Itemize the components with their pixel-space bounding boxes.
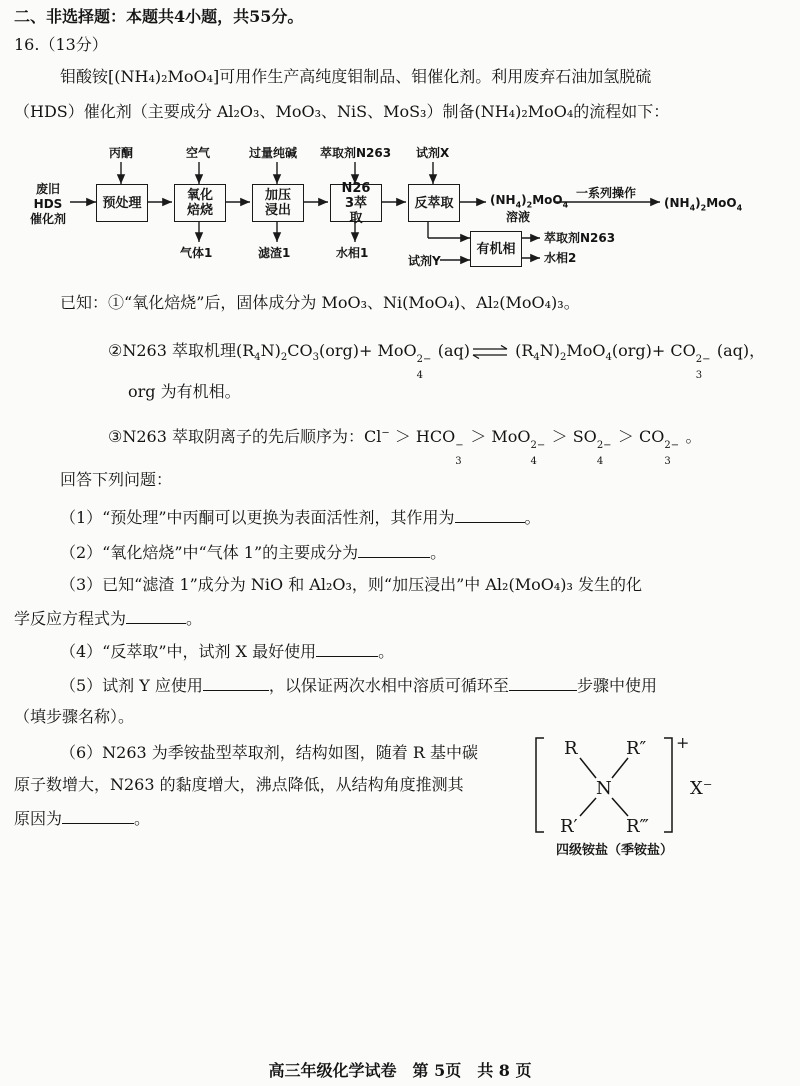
input-waste-catalyst (28, 182, 68, 227)
question-5-text-c: 步骤中使用 (576, 676, 657, 695)
question-5-line-2: （填步骤名称）。 (14, 707, 135, 726)
output-aqueous-2: 水相2 (544, 251, 577, 265)
reagent-n263: 萃取剂N263 (320, 146, 392, 160)
step-pressure-leaching-label: 加压浸出 (264, 188, 291, 218)
question-6-line-1: （6）N263 为季铵盐型萃取剂，结构如图，随着 R 基中碳 (60, 743, 479, 762)
question-5-text-a: （5）试剂 Y 应使用 (60, 676, 203, 695)
output-extractant: 萃取剂N263 (544, 231, 616, 245)
answer-blank-4[interactable] (316, 639, 378, 657)
known-item-3: ③N263 萃取阴离子的先后顺序为：Cl− ＞ HCO − 3 ＞ MoO 2− 4 ＞ SO 2− 4 ＞ CO 2− 3 。 (108, 427, 702, 467)
question-2: （2）“氧化焙烧”中“气体 1”的主要成分为 。 (60, 540, 446, 564)
intro-line-1: 钼酸铵[(NH₄)₂MoO₄]可用作生产高纯度钼制品、钼催化剂。利用废弃石油加氢脱硫 (60, 67, 652, 86)
known-item-1 (60, 292, 580, 314)
nitrogen-atom: N (596, 778, 612, 799)
question-4-text: （4）“反萃取”中，试剂 X 最好使用 (60, 642, 317, 661)
known-label: 已知： (60, 293, 109, 312)
answer-blank-5a[interactable] (203, 673, 269, 691)
input-line-2: HDS (33, 197, 63, 211)
step-pretreatment: 预处理 (96, 184, 148, 222)
reagent-soda-ash: 过量纯碱 (249, 146, 298, 160)
question-3-line-2: 学反应方程式为 。 (14, 606, 202, 630)
r-group-2: R″ (626, 738, 647, 759)
step-oxidative-roasting (174, 184, 226, 222)
final-product: $(NH_4)_2MoO_4$ (664, 196, 743, 213)
question-1-text: （1）“预处理”中丙酮可以更换为表面活性剂，其作用为 (60, 508, 455, 527)
question-5-text-b: ，以保证两次水相中溶质可循环至 (268, 676, 509, 695)
step-n263-extraction (330, 180, 382, 226)
equilibrium-arrow (470, 345, 510, 359)
answer-blank-3[interactable] (126, 606, 186, 624)
step-pressure-leaching (252, 184, 304, 222)
counter-anion: X⁻ (690, 778, 713, 799)
r-group-1: R (564, 738, 578, 759)
positive-charge: + (676, 733, 690, 752)
section-title: 二、非选择题：本题共4小题，共55分。 (14, 7, 304, 26)
question-3-line-1: （3）已知“滤渣 1”成分为 NiO 和 Al₂O₃，则“加压浸出”中 Al₂(MoO₄)₃ 发生的化 (60, 575, 642, 594)
step-n263-extraction-label: N263萃取 (341, 180, 371, 226)
question-number: 16.（13分） (14, 35, 108, 54)
reagent-y: 试剂Y (408, 254, 441, 268)
box-organic-phase: 有机相 (470, 231, 522, 267)
known-item-2: ②N263 萃取机理$(R_4N)_2CO_3(org)+$ MoO 2− 4 (aq) $(R_4N)_2MoO_4(org)+$ CO 2− 3 (aq)， (108, 341, 766, 381)
reagent-air: 空气 (186, 146, 211, 160)
output-aqueous-1: 水相1 (336, 246, 369, 260)
process-flowchart (20, 138, 760, 288)
r-group-4: R‴ (626, 816, 649, 837)
known-item-2-note: org 为有机相。 (128, 382, 241, 401)
question-6-line-2: 原子数增大，N263 的黏度增大，沸点降低，从结构角度推测其 (14, 775, 464, 794)
question-1: （1）“预处理”中丙酮可以更换为表面活性剂，其作用为 。 (60, 505, 541, 529)
reagent-x: 试剂X (416, 146, 450, 160)
answer-blank-5b[interactable] (509, 673, 577, 691)
step-oxidative-roasting-label: 氧化焙烧 (186, 188, 213, 218)
structure-caption: 四级铵盐（季铵盐） (556, 843, 674, 858)
known-item-2-prefix: ②N263 萃取机理 (108, 341, 236, 360)
question-6-line-3: 原因为 。 (14, 806, 150, 830)
page-footer: 高三年级化学试卷 第 5页 共 8 页 (268, 1061, 532, 1080)
r-group-3: R′ (560, 816, 578, 837)
input-line-1: 废旧 (35, 182, 60, 196)
output-residue-1: 滤渣1 (258, 246, 291, 260)
intro-line-2: （HDS）催化剂（主要成分 Al₂O₃、MoO₃、NiS、MoS₃）制备(NH₄)₂MoO₄的流程如下： (14, 102, 670, 121)
question-6-text: 原因为 (14, 809, 63, 828)
solution-label: 溶液 (506, 210, 531, 224)
product-solution: $(NH_4)_2MoO_4$ (490, 193, 569, 210)
answer-blank-2[interactable] (358, 540, 430, 558)
reagent-acetone: 丙酮 (109, 146, 134, 160)
question-3-text: 学反应方程式为 (14, 609, 127, 628)
known-item-3-prefix: ③N263 萃取阴离子的先后顺序为： (108, 427, 364, 446)
answer-blank-1[interactable] (455, 505, 525, 523)
step-back-extraction: 反萃取 (408, 184, 460, 222)
answer-blank-6[interactable] (62, 806, 134, 824)
output-gas-1: 气体1 (180, 246, 213, 260)
question-4: （4）“反萃取”中，试剂 X 最好使用 。 (60, 639, 394, 663)
answer-prompt: 回答下列问题： (60, 470, 173, 489)
series-operations: 一系列操作 (576, 186, 637, 200)
question-5-line-1 (60, 673, 657, 697)
quaternary-ammonium-structure (530, 732, 730, 862)
question-2-text: （2）“氧化焙烧”中“气体 1”的主要成分为 (60, 543, 359, 562)
known-item-1-text: ①“氧化焙烧”后，固体成分为 MoO₃、Ni(MoO₄)、Al₂(MoO₄)₃。 (108, 293, 580, 312)
input-line-3: 催化剂 (29, 212, 66, 226)
